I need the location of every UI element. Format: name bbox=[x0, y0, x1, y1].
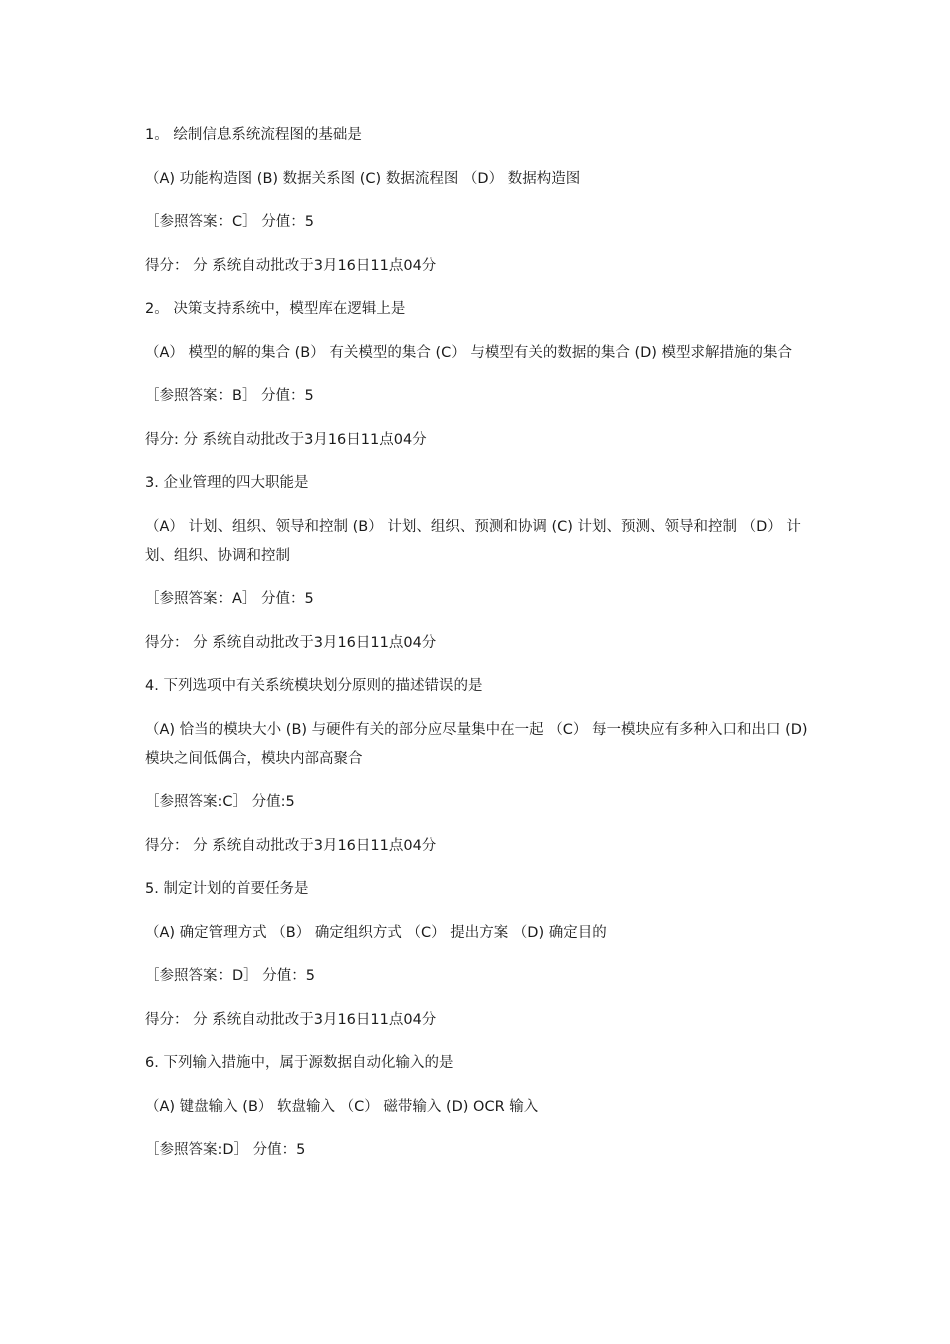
reference-answer: ［参照答案：C］ 分值：5 bbox=[145, 214, 314, 230]
score-line: 得分: 分 系统自动批改于3月16日11点04分 bbox=[145, 431, 427, 448]
score-line: 得分： 分 系统自动批改于3月16日11点04分 bbox=[145, 634, 437, 651]
reference-answer: ［参照答案：D］ 分值：5 bbox=[145, 968, 315, 984]
question-1 bbox=[145, 121, 810, 281]
reference-answer: ［参照答案：B］ 分值：5 bbox=[145, 388, 314, 404]
question-6 bbox=[145, 1049, 810, 1165]
question-5 bbox=[145, 875, 810, 1035]
question-options: （A) 功能构造图 (B) 数据关系图 (C) 数据流程图 （D） 数据构造图 bbox=[145, 170, 581, 187]
reference-answer: ［参照答案：A］ 分值：5 bbox=[145, 591, 314, 607]
question-options: （A) 键盘输入 (B） 软盘输入 （C） 磁带输入 (D) OCR 输入 bbox=[145, 1098, 539, 1115]
question-4 bbox=[145, 672, 813, 861]
score-line: 得分： 分 系统自动批改于3月16日11点04分 bbox=[145, 837, 437, 854]
question-title: 5. 制定计划的首要任务是 bbox=[145, 881, 309, 897]
score-line: 得分： 分 系统自动批改于3月16日11点04分 bbox=[145, 257, 437, 274]
question-title: 4. 下列选项中有关系统模块划分原则的描述错误的是 bbox=[145, 678, 483, 694]
question-options: （A） 计划、组织、领导和控制 (B） 计划、组织、预测和协调 (C) 计划、预测、领导和控制 （D） 计划、组织、协调和控制 bbox=[145, 518, 801, 564]
question-options: （A) 确定管理方式 （B） 确定组织方式 （C） 提出方案 （D) 确定目的 bbox=[145, 924, 607, 941]
question-title: 1。 绘制信息系统流程图的基础是 bbox=[145, 127, 362, 143]
question-title: 3. 企业管理的四大职能是 bbox=[145, 475, 309, 491]
reference-answer: ［参照答案:C］ 分值:5 bbox=[145, 794, 295, 810]
question-title: 6. 下列输入措施中，属于源数据自动化输入的是 bbox=[145, 1055, 454, 1071]
question-2 bbox=[145, 295, 810, 455]
question-options: （A） 模型的解的集合 (B） 有关模型的集合 (C） 与模型有关的数据的集合 (D) 模型求解措施的集合 bbox=[145, 344, 793, 361]
question-options: （A) 恰当的模块大小 (B) 与硬件有关的部分应尽量集中在一起 （C） 每一模块应有多种入口和出口 (D) 模块之间低偶合，模块内部高聚合 bbox=[145, 721, 813, 767]
question-list bbox=[145, 121, 813, 1180]
score-line: 得分： 分 系统自动批改于3月16日11点04分 bbox=[145, 1011, 437, 1028]
reference-answer: ［参照答案:D］ 分值：5 bbox=[145, 1142, 306, 1158]
question-title: 2。 决策支持系统中，模型库在逻辑上是 bbox=[145, 301, 406, 317]
question-3 bbox=[145, 469, 810, 658]
